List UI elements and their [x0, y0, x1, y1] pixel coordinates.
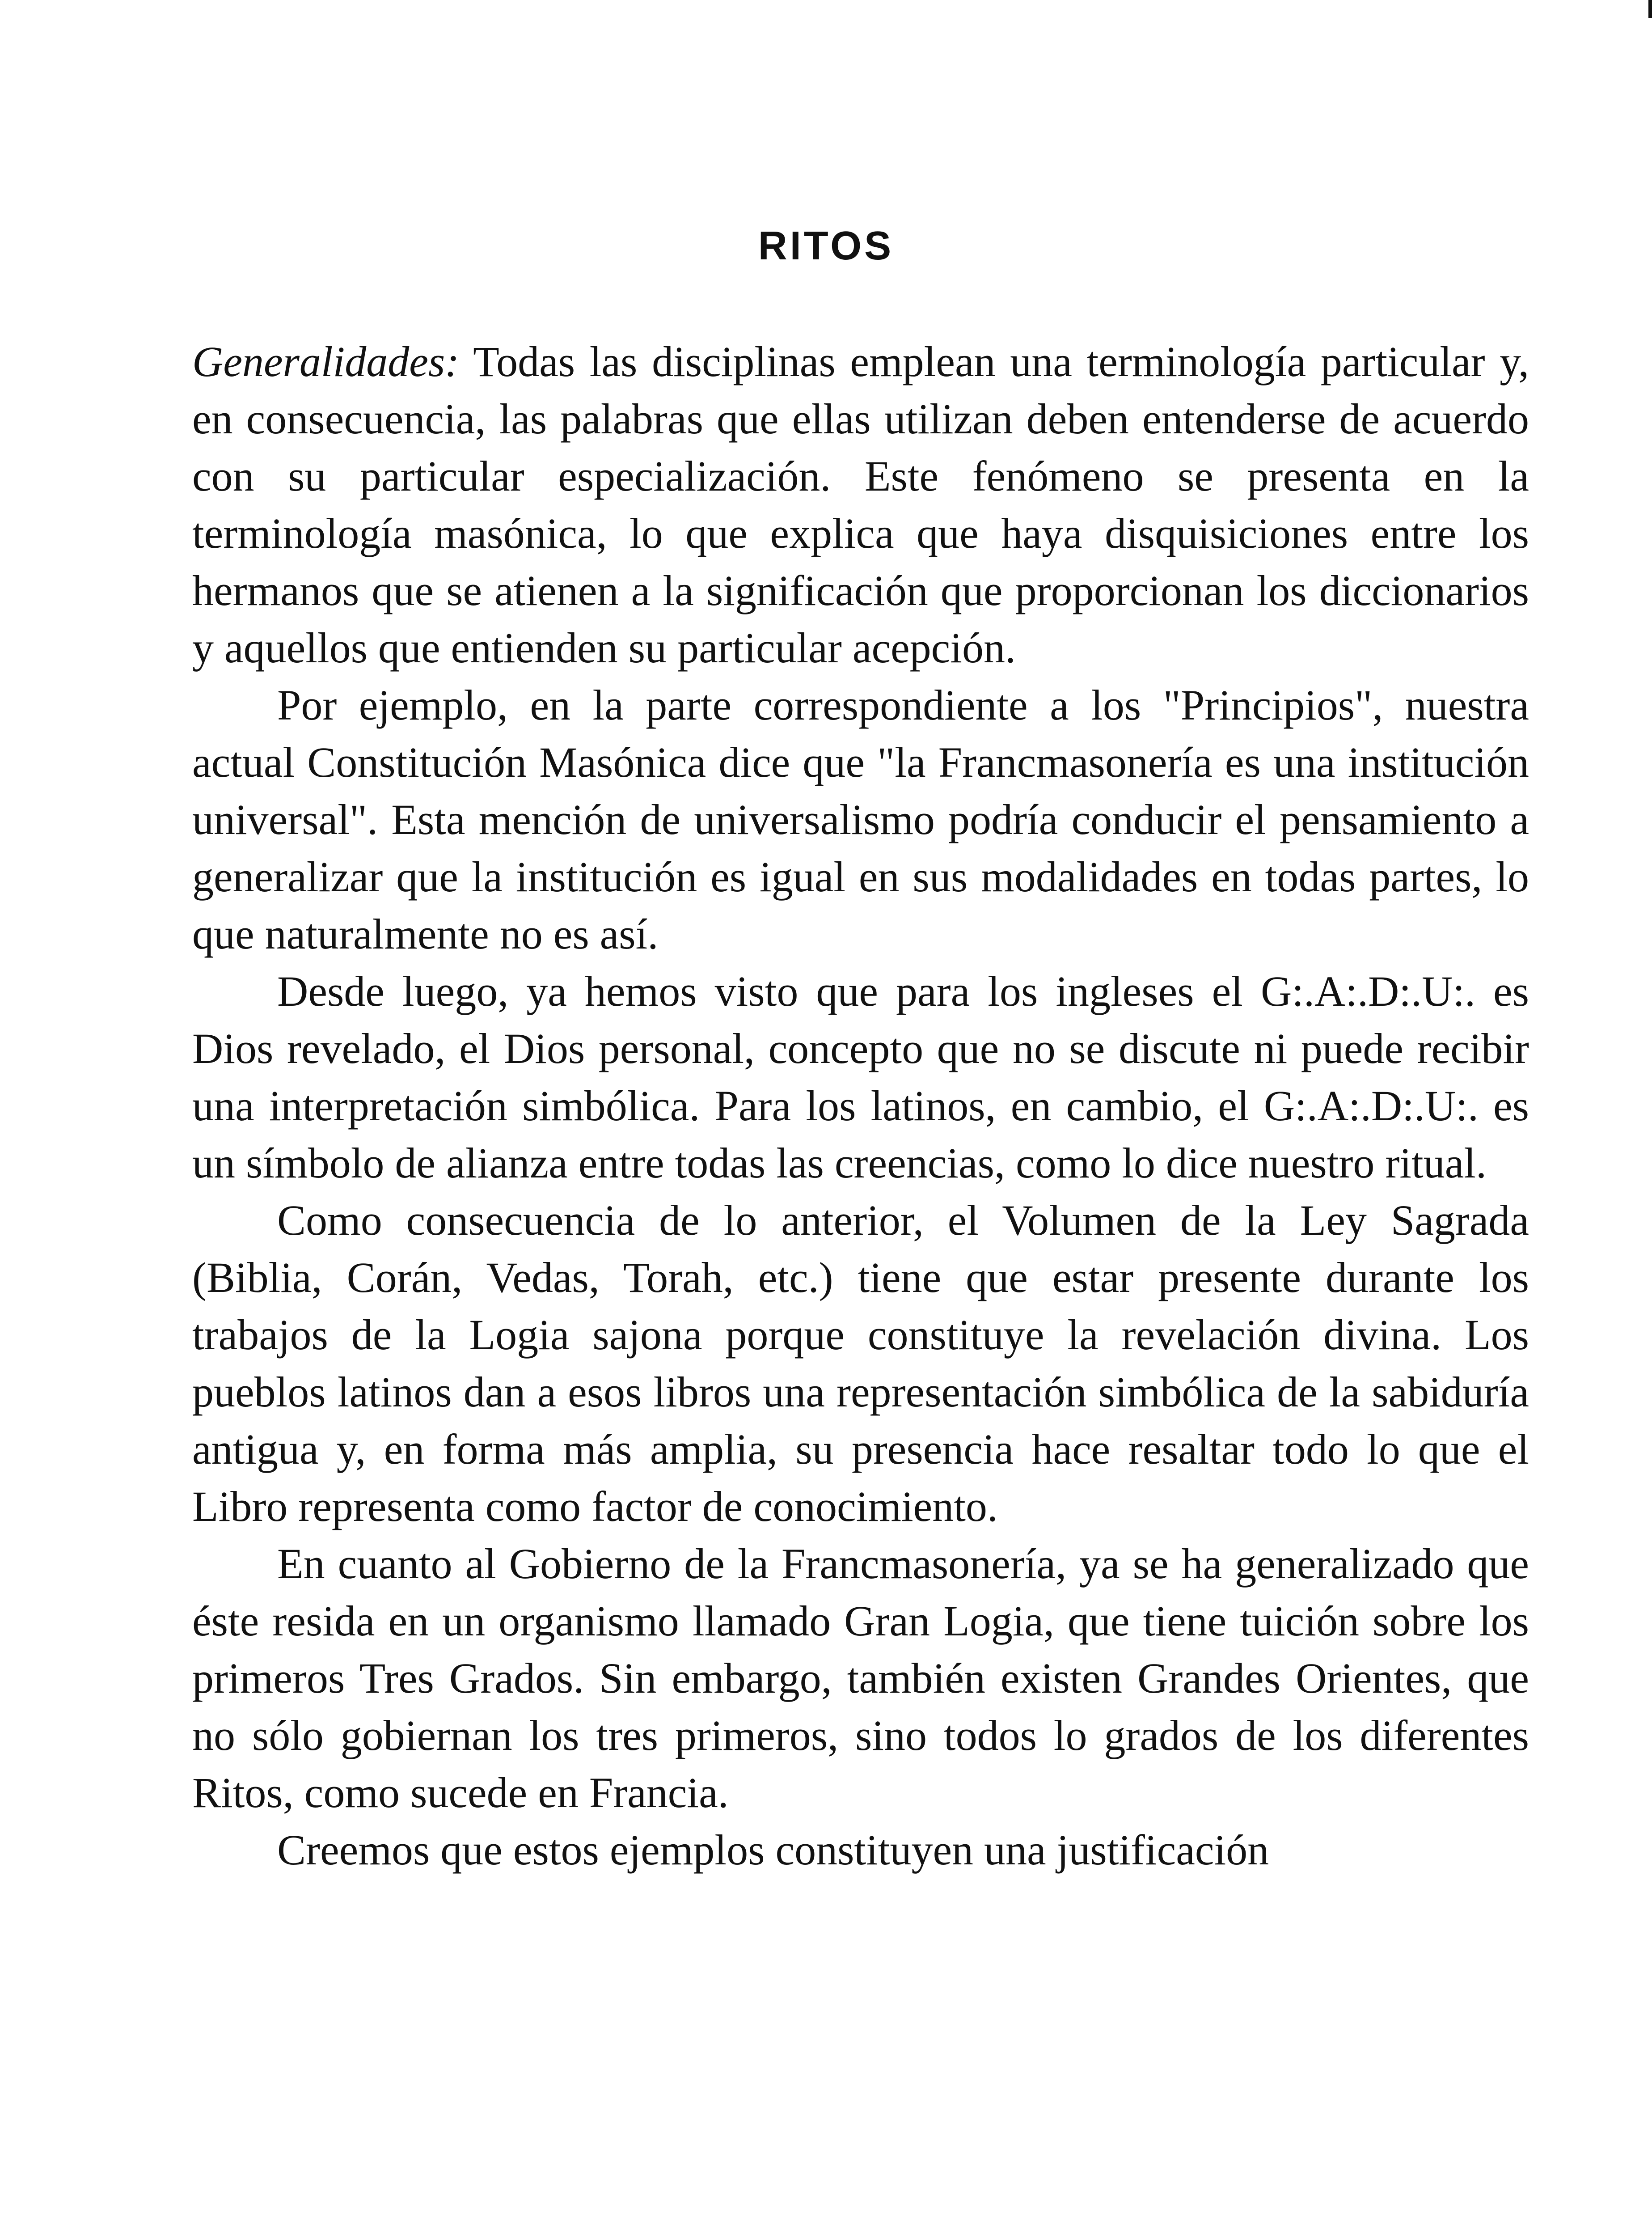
- paragraph-4: Como consecuencia de lo anterior, el Volumen de la Ley Sagrada (Biblia, Corán, Vedas, Torah, etc.) tiene que estar presente durante los trabajos de la Logia sajona porque constituye la revelación divina. Los pueblos latinos dan a esos libros una representación simbólica de la sabiduría antigua y, en forma más amplia, su presencia hace resaltar todo lo que el Libro representa como factor de conocimiento.: [192, 1196, 1529, 1530]
- page-title: RITOS: [758, 224, 894, 268]
- paragraph-3: Desde luego, ya hemos visto que para los ingleses el G:.A:.D:.U:. es Dios revelado, el Dios personal, concepto que no se discute ni puede recibir una interpretación simbólica. Para los latinos, en cambio, el G:.A:.D:.U:. es un símbolo de alianza entre todas las creencias, como lo dice nuestro ritual.: [192, 967, 1529, 1187]
- paragraph-5: En cuanto al Gobierno de la Francmasonería, ya se ha generalizado que éste resida en un organismo llamado Gran Logia, que tiene tuición sobre los primeros Tres Grados. Sin embargo, también existen Grandes Orientes, que no sólo gobiernan los tres primeros, sino todos lo grados de los diferentes Ritos, como sucede en Francia.: [192, 1540, 1529, 1817]
- paragraph-6: Creemos que estos ejemplos constituyen una justificación: [277, 1826, 1269, 1874]
- paragraph-2: Por ejemplo, en la parte correspondiente a los "Principios", nuestra actual Constitución Masónica dice que "la Francmasonería es una institución universal". Esta mención de universalismo podría conducir el pensamiento a generalizar que la institución es igual en sus modalidades en todas partes, lo que naturalmente no es así.: [192, 681, 1529, 958]
- scan-edge-mark: [1648, 0, 1652, 18]
- paragraph-lead: Generalidades:: [192, 338, 460, 385]
- paragraph-text: Todas las disciplinas emplean una terminología particular y, en consecuencia, las palabras que ellas utilizan deben entenderse de acuerdo con su particular especialización. Este fenómeno se presenta en la terminología masónica, lo que explica que haya disquisiciones entre los hermanos que se atienen a la significación que proporcionan los diccionarios y aquellos que entienden su particular acepción.: [192, 338, 1529, 672]
- body-text: [192, 333, 1529, 1879]
- paragraph-1: [192, 333, 1529, 677]
